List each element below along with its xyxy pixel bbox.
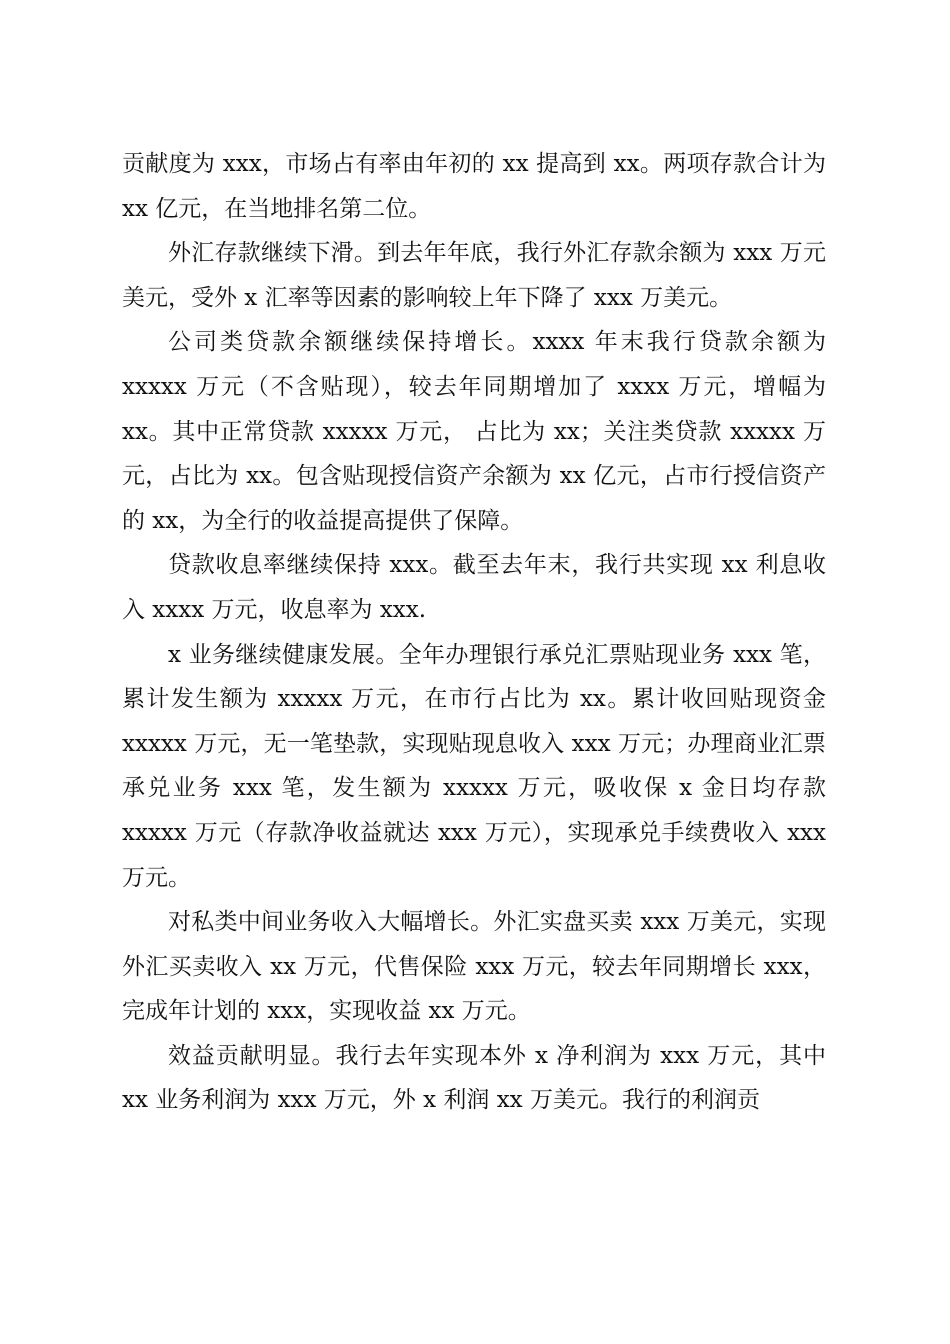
- paragraph-corporate-loans: 公司类贷款余额继续保持增长。xxxx 年末我行贷款余额为 xxxxx 万元（不含贴现），较去年同期增加了 xxxx 万元，增幅为 xx。其中正常贷款 xxxxx 万元， 占比为 xx；关注类贷款 xxxxx 万元，占比为 xx。包含贴现授信资产余额为 xx 亿元，占市行授信资产的 xx，为全行的收益提高提供了保障。: [122, 329, 826, 534]
- paragraph-contribution-continued: 贡献度为 xxx，市场占有率由年初的 xx 提高到 xx。两项存款合计为 xx 亿元，在当地排名第二位。: [122, 151, 826, 222]
- document-body: [122, 142, 826, 1123]
- paragraph-foreign-deposits: 外汇存款继续下滑。到去年年底，我行外汇存款余额为 xxx 万元美元，受外 x 汇率等因素的影响较上年下降了 xxx 万美元。: [122, 240, 826, 311]
- paragraph-interest-collection: 贷款收息率继续保持 xxx。截至去年末，我行共实现 xx 利息收入 xxxx 万元，收息率为 xxx.: [122, 552, 826, 623]
- paragraph-personal-intermediary: 对私类中间业务收入大幅增长。外汇实盘买卖 xxx 万美元，实现外汇买卖收入 xx 万元，代售保险 xxx 万元，较去年同期增长 xxx，完成年计划的 xxx，实现收益 xx 万元。: [122, 909, 826, 1025]
- paragraph-bill-business: x 业务继续健康发展。全年办理银行承兑汇票贴现业务 xxx 笔，累计发生额为 xxxxx 万元，在市行占比为 xx。累计收回贴现资金 xxxxx 万元，无一笔垫款，实现贴现息收入 xxx 万元；办理商业汇票承兑业务 xxx 笔，发生额为 xxxxx 万元，吸收保 x 金日均存款 xxxxx 万元（存款净收益就达 xxx 万元），实现承兑手续费收入 xxx 万元。: [122, 641, 826, 891]
- paragraph-profit-contribution: 效益贡献明显。我行去年实现本外 x 净利润为 xxx 万元，其中 xx 业务利润为 xxx 万元，外 x 利润 xx 万美元。我行的利润贡: [122, 1042, 826, 1114]
